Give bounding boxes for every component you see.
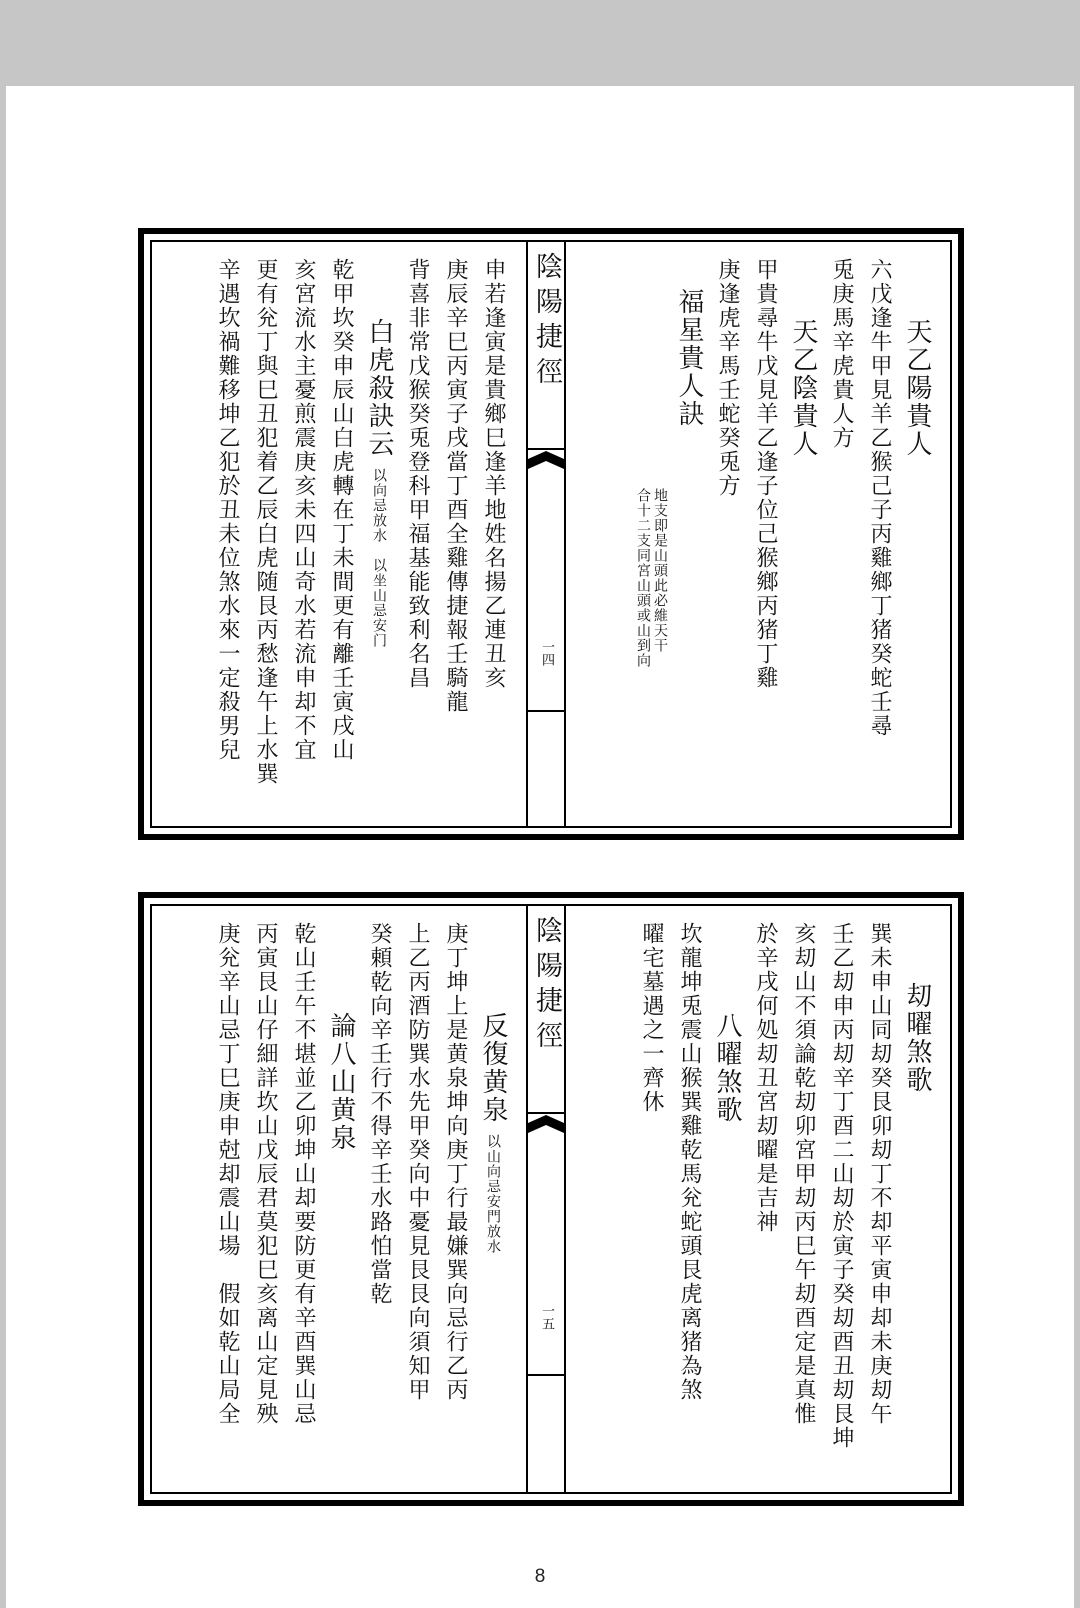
column-text: 天乙陽貴人 [902, 318, 932, 458]
leaf-top-right-text [564, 258, 950, 810]
leaf-frame [150, 904, 952, 1494]
annotation-note: 以向忌放水 以坐山忌安门 [371, 468, 387, 648]
column-text: 六戊逢牛甲見羊乙猴己子丙雞鄉丁猪癸蛇壬尋 [867, 258, 892, 738]
leaf-top-left-text [152, 258, 526, 810]
column-text: 庚逢虎辛馬壬蛇癸兎方 [715, 258, 740, 498]
text-column [248, 922, 282, 1476]
spine-title: 陰陽捷徑 [531, 252, 562, 392]
text-column [400, 922, 434, 1476]
column-text: 丙寅艮山仔細詳坎山戊辰君莫犯巳亥离山定見殃 [253, 922, 278, 1426]
fish-tail-ornament-icon [528, 1111, 564, 1147]
fish-tail-ornament-icon [528, 447, 564, 483]
column-text: 天乙陰貴人 [788, 318, 818, 458]
column-text: 上乙丙酒防巽水先甲癸向中憂見艮艮向須知甲 [405, 922, 430, 1402]
column-text: 亥宮流水主憂煎震庚亥未四山奇水若流申却不宜 [291, 258, 316, 762]
book-leaf-bottom [138, 892, 964, 1506]
section-heading-column [672, 258, 706, 810]
column-text: 反復黄泉 [478, 1012, 508, 1124]
column-text: 庚辰辛巳丙寅子戌當丁酉全雞傳捷報壬騎龍 [443, 258, 468, 714]
column-text: 兎庚馬辛虎貴人方 [829, 258, 854, 450]
column-text: 福星貴人訣 [674, 288, 704, 428]
annotation-note: 地支即是山頭此必維天干 [652, 488, 668, 653]
spine-title: 陰陽捷徑 [531, 916, 562, 1056]
leaf-bottom-left-text [152, 922, 526, 1476]
column-text: 白虎殺訣云 [364, 318, 394, 458]
text-column [324, 258, 358, 810]
text-column [862, 258, 896, 810]
folio-number: 一四 [539, 640, 554, 666]
text-column [400, 258, 434, 810]
text-column [248, 258, 282, 810]
column-text: 壬乙刧申丙刧辛丁酉二山刧於寅子癸刧酉丑刧艮坤 [829, 922, 854, 1450]
center-spine [526, 242, 566, 826]
page-number: 8 [534, 1566, 546, 1587]
folio-number: 一五 [539, 1304, 554, 1330]
section-heading-column [710, 922, 744, 1476]
text-column [824, 922, 858, 1476]
text-column [362, 922, 396, 1476]
section-heading-column [476, 922, 510, 1476]
text-column [824, 258, 858, 810]
text-column [210, 922, 244, 1476]
text-column [634, 922, 668, 1476]
column-text: 巽未申山同刧癸艮卯刧丁不却平寅申却未庚刧午 [867, 922, 892, 1426]
section-heading-column [324, 922, 358, 1476]
column-text: 甲貴尋牛戊見羊乙逢子位己猴鄉丙猪丁雞 [753, 258, 778, 690]
scan-page [6, 86, 1074, 1608]
column-text: 申若逢寅是貴鄉巳逢羊地姓名揚乙連丑亥 [481, 258, 506, 690]
column-text: 曜宅墓遇之一齊休 [639, 922, 664, 1114]
text-column [476, 258, 510, 810]
section-heading-column [362, 258, 396, 810]
column-text: 庚丁坤上是黄泉坤向庚丁行最嫌巽向忌行乙丙 [443, 922, 468, 1402]
text-column [286, 922, 320, 1476]
book-leaf-top [138, 228, 964, 840]
text-column [210, 258, 244, 810]
double-line-annotation [634, 258, 668, 810]
column-text: 坎龍坤兎震山猴巽雞乾馬兊蛇頭艮虎离猪為煞 [677, 922, 702, 1402]
leaf-bottom-right-text [564, 922, 950, 1476]
column-text: 背喜非常戊猴癸兎登科甲福基能致利名昌 [405, 258, 430, 690]
column-text: 乾甲坎癸申辰山白虎轉在丁未間更有離壬寅戌山 [329, 258, 354, 762]
column-text: 乾山壬午不堪並乙卯坤山却要防更有辛酉巽山忌 [291, 922, 316, 1426]
spine-divider [528, 710, 564, 712]
center-spine [526, 906, 566, 1492]
column-text: 刧曜煞歌 [902, 982, 932, 1094]
text-column [862, 922, 896, 1476]
leaf-frame [150, 240, 952, 828]
section-heading-column [900, 258, 934, 810]
text-column [748, 922, 782, 1476]
text-column [748, 258, 782, 810]
text-column [438, 258, 472, 810]
column-text: 辛遇坎禍難移坤乙犯於丑未位煞水來一定殺男兒 [215, 258, 240, 762]
column-text: 更有兊丁與巳丑犯着乙辰白虎随艮丙愁逢午上水巽 [253, 258, 278, 786]
text-column [710, 258, 744, 810]
column-text: 於辛戌何処刧丑宮刧曜是吉神 [753, 922, 778, 1234]
column-text: 亥刧山不須論乾刧卯宮甲刧丙巳午刧酉定是真惟 [791, 922, 816, 1426]
section-heading-column [900, 922, 934, 1476]
text-column [438, 922, 472, 1476]
annotation-note: 以山向忌安門放水 [485, 1134, 501, 1254]
column-text: 論八山黄泉 [326, 1012, 356, 1152]
annotation-note: 合十二支同宮山頭或山到向 [635, 488, 651, 668]
column-text: 癸頼乾向辛壬行不得辛壬水路怕當乾 [367, 922, 392, 1306]
text-column [786, 922, 820, 1476]
text-column [672, 922, 706, 1476]
column-text: 庚兊辛山忌丁巳庚申尅却震山場 假如乾山局全 [215, 922, 240, 1426]
spine-divider [528, 1374, 564, 1376]
section-heading-column [786, 258, 820, 810]
column-text: 八曜煞歌 [712, 1012, 742, 1124]
text-column [286, 258, 320, 810]
